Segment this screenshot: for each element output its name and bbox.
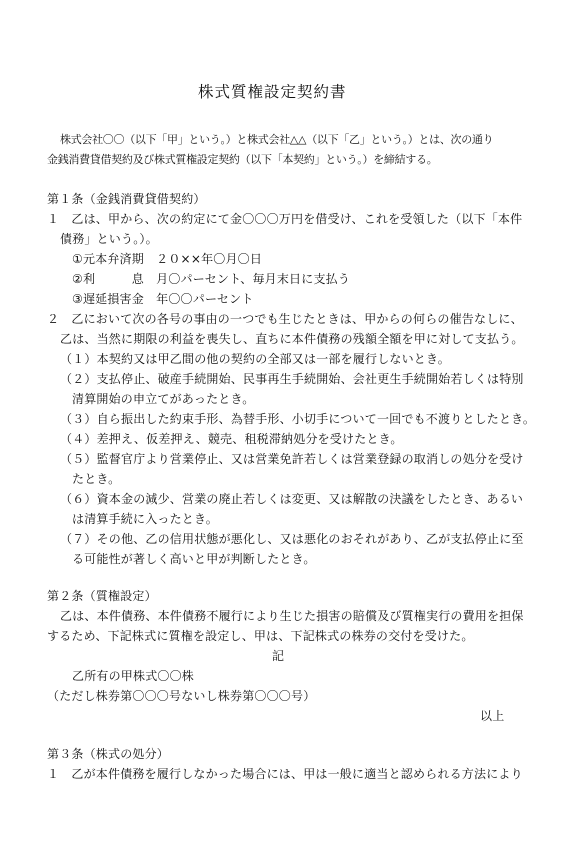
default-item-2: （２）支払停止、破産手続開始、民事再生手続開始、会社更生手続開始若しくは特別 (60, 372, 524, 386)
default-item-1: （１）本契約又は甲乙間の他の契約の全部又は一部を履行しないとき。 (60, 352, 450, 366)
preamble-line-2: 金銭消費貸借契約及び株式質権設定契約（以下「本契約」という。）を締結する。 (47, 153, 438, 166)
default-item-3: （３）自ら振出した約束手形、為替手形、小切手について一回でも不渡りとしたとき。 (60, 412, 536, 426)
default-item-4: （４）差押え、仮差押え、競売、租税滞納処分を受けたとき。 (60, 432, 403, 446)
default-item-2-cont: 清算開始の申立てがあったとき。 (72, 392, 255, 406)
default-item-6-cont: は清算手続に入ったとき。 (72, 512, 218, 526)
default-item-7-cont: る可能性が著しく高いと甲が判断したとき。 (72, 552, 316, 566)
default-item-5-cont: たとき。 (72, 472, 121, 486)
article-1-para-1-line-2: 債務」という。）。 (60, 232, 158, 246)
article-3-heading: 第３条（株式の処分） (47, 747, 170, 761)
article-1-para-1-line-1: １ 乙は、甲から、次の約定にて金〇〇〇万円を借受け、これを受領した（以下「本件 (47, 212, 523, 226)
stock-certificate-range: （ただし株券第〇〇〇号ないし株券第〇〇〇号） (47, 689, 316, 703)
default-item-7: （７）その他、乙の信用状態が悪化し、又は悪化のおそれがあり、乙が支払停止に至 (60, 532, 524, 546)
article-1-heading: 第１条（金銭消費貸借契約） (47, 192, 206, 206)
loan-term-repayment-date: ①元本弁済期 ２０××年〇月〇日 (72, 252, 263, 266)
article-1-para-2-line-1: ２ 乙において次の各号の事由の一つでも生じたときは、甲からの何らの催告なしに、 (47, 312, 523, 326)
ki-marker: 記 (272, 649, 285, 663)
article-1-para-2-line-2: 乙は、当然に期限の利益を喪失し、直ちに本件債務の残額全額を甲に対して支払う。 (60, 332, 524, 346)
article-3-para-1: １ 乙が本件債務を履行しなかった場合には、甲は一般に適当と認められる方法により (47, 767, 523, 781)
loan-term-interest: ②利 息 月〇パーセント、毎月末日に支払う (72, 272, 351, 286)
article-2-body-line-1: 乙は、本件債務、本件債務不履行により生じた損害の賠償及び質権実行の費用を担保 (60, 609, 524, 623)
preamble-line-1: 株式会社〇〇（以下「甲」という。）と株式会社△△（以下「乙」という。）とは、次の通り (60, 133, 494, 146)
ijo-marker: 以上 (480, 709, 505, 723)
article-2-heading: 第２条（質権設定） (47, 589, 157, 603)
article-2-body-line-2: するため、下記株式に質権を設定し、甲は、下記株式の株券の交付を受けた。 (47, 629, 474, 643)
default-item-6: （６）資本金の減少、営業の廃止若しくは変更、又は解散の決議をしたとき、あるい (60, 492, 524, 506)
document-title: 株式質権設定契約書 (198, 83, 347, 101)
pledged-stock: 乙所有の甲株式〇〇株 (72, 669, 195, 683)
default-item-5: （５）監督官庁より営業停止、又は営業免許若しくは営業登録の取消しの処分を受け (60, 452, 524, 466)
loan-term-late-charge: ③遅延損害金 年〇〇パーセント (72, 292, 254, 306)
